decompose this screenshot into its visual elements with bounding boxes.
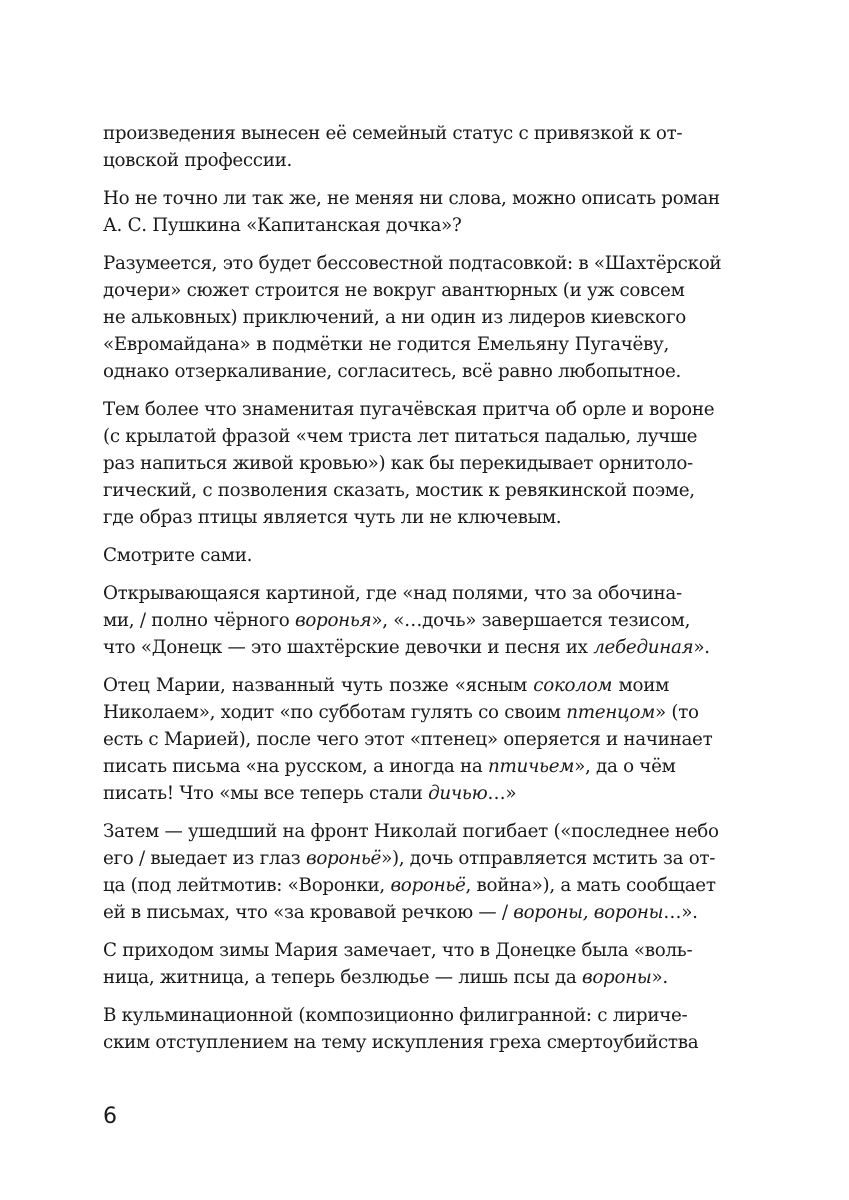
text-line: однако отзеркаливание, согласитесь, всё равно любопытное. [103, 361, 681, 382]
text-line: ца (под лейтмотив: «Воронки, вороньё, война»), а мать сообщает [103, 875, 716, 896]
text-line: ей в письмах, что «за кровавой речкою — / вороны, вороны…». [103, 902, 698, 923]
text-line: где образ птицы является чуть ли не ключевым. [103, 507, 562, 528]
paragraph [103, 672, 713, 807]
text-line: Затем — ушедший на фронт Николай погибает («последнее небо [103, 821, 719, 842]
text-line: произведения вынесен её семейный статус с привязкой к от- [103, 123, 683, 144]
text-line: писать письма «на русском, а иногда на птичьем», да о чём [103, 756, 676, 777]
page-number: 6 [103, 1104, 117, 1129]
text-line: Отец Марии, названный чуть позже «ясным соколом моим [103, 675, 669, 696]
paragraph [103, 937, 693, 991]
text-line: цовской профессии. [103, 150, 292, 171]
text-line: Николаем», ходит «по субботам гулять со своим птенцом» (то [103, 702, 699, 723]
text-line: гический, с позволения сказать, мостик к ревякинской поэме, [103, 480, 695, 501]
text-line: раз напиться живой кровью») как бы перекидывает орнитоло- [103, 453, 693, 474]
paragraph [103, 396, 715, 531]
text-line: его / выедает из глаз вороньё»), дочь отправляется мстить за от- [103, 848, 716, 869]
text-line: не альковных) приключений, а ни один из лидеров киевского [103, 307, 686, 328]
text-line: Разумеется, это будет бессовестной подтасовкой: в «Шахтёрской [103, 253, 722, 274]
paragraph [103, 542, 669, 569]
text-line: есть с Марией), после чего этот «птенец» оперяется и начинает [103, 729, 713, 750]
text-line: Смотрите сами. [103, 545, 253, 566]
text-line: «Евромайдана» в подмётки не годится Емельяну Пугачёву, [103, 334, 669, 355]
text-line: (с крылатой фразой «чем триста лет питаться падалью, лучше [103, 426, 698, 447]
paragraph [103, 818, 719, 926]
paragraph [103, 580, 710, 661]
text-line: ми, / полно чёрного воронья», «…дочь» завершается тезисом, [103, 610, 691, 631]
text-line: ским отступлением на тему искупления греха смертоубийства [103, 1032, 699, 1053]
text-line: С приходом зимы Мария замечает, что в Донецке была «воль- [103, 940, 693, 961]
paragraph [103, 120, 683, 174]
text-line: В кульминационной (композиционно филигранной: с лириче- [103, 1005, 688, 1026]
text-line: Но не точно ли так же, не меняя ни слова, можно описать роман [103, 188, 720, 209]
paragraph [103, 1002, 699, 1056]
paragraph [103, 185, 720, 239]
body-text [103, 120, 722, 1067]
text-line: Тем более что знаменитая пугачёвская притча об орле и вороне [103, 399, 715, 420]
text-line: Открывающаяся картиной, где «над полями, что за обочина- [103, 583, 682, 604]
paragraph [103, 250, 722, 385]
text-line: что «Донецк — это шахтёрские девочки и песня их лебединая». [103, 637, 710, 658]
text-line: писать! Что «мы все теперь стали дичью…» [103, 783, 517, 804]
text-line: ница, житница, а теперь безлюдье — лишь псы да вороны». [103, 967, 668, 988]
text-line: дочери» сюжет строится не вокруг авантюрных (и уж совсем [103, 280, 685, 301]
text-line: А. С. Пушкина «Капитанская дочка»? [103, 215, 462, 236]
